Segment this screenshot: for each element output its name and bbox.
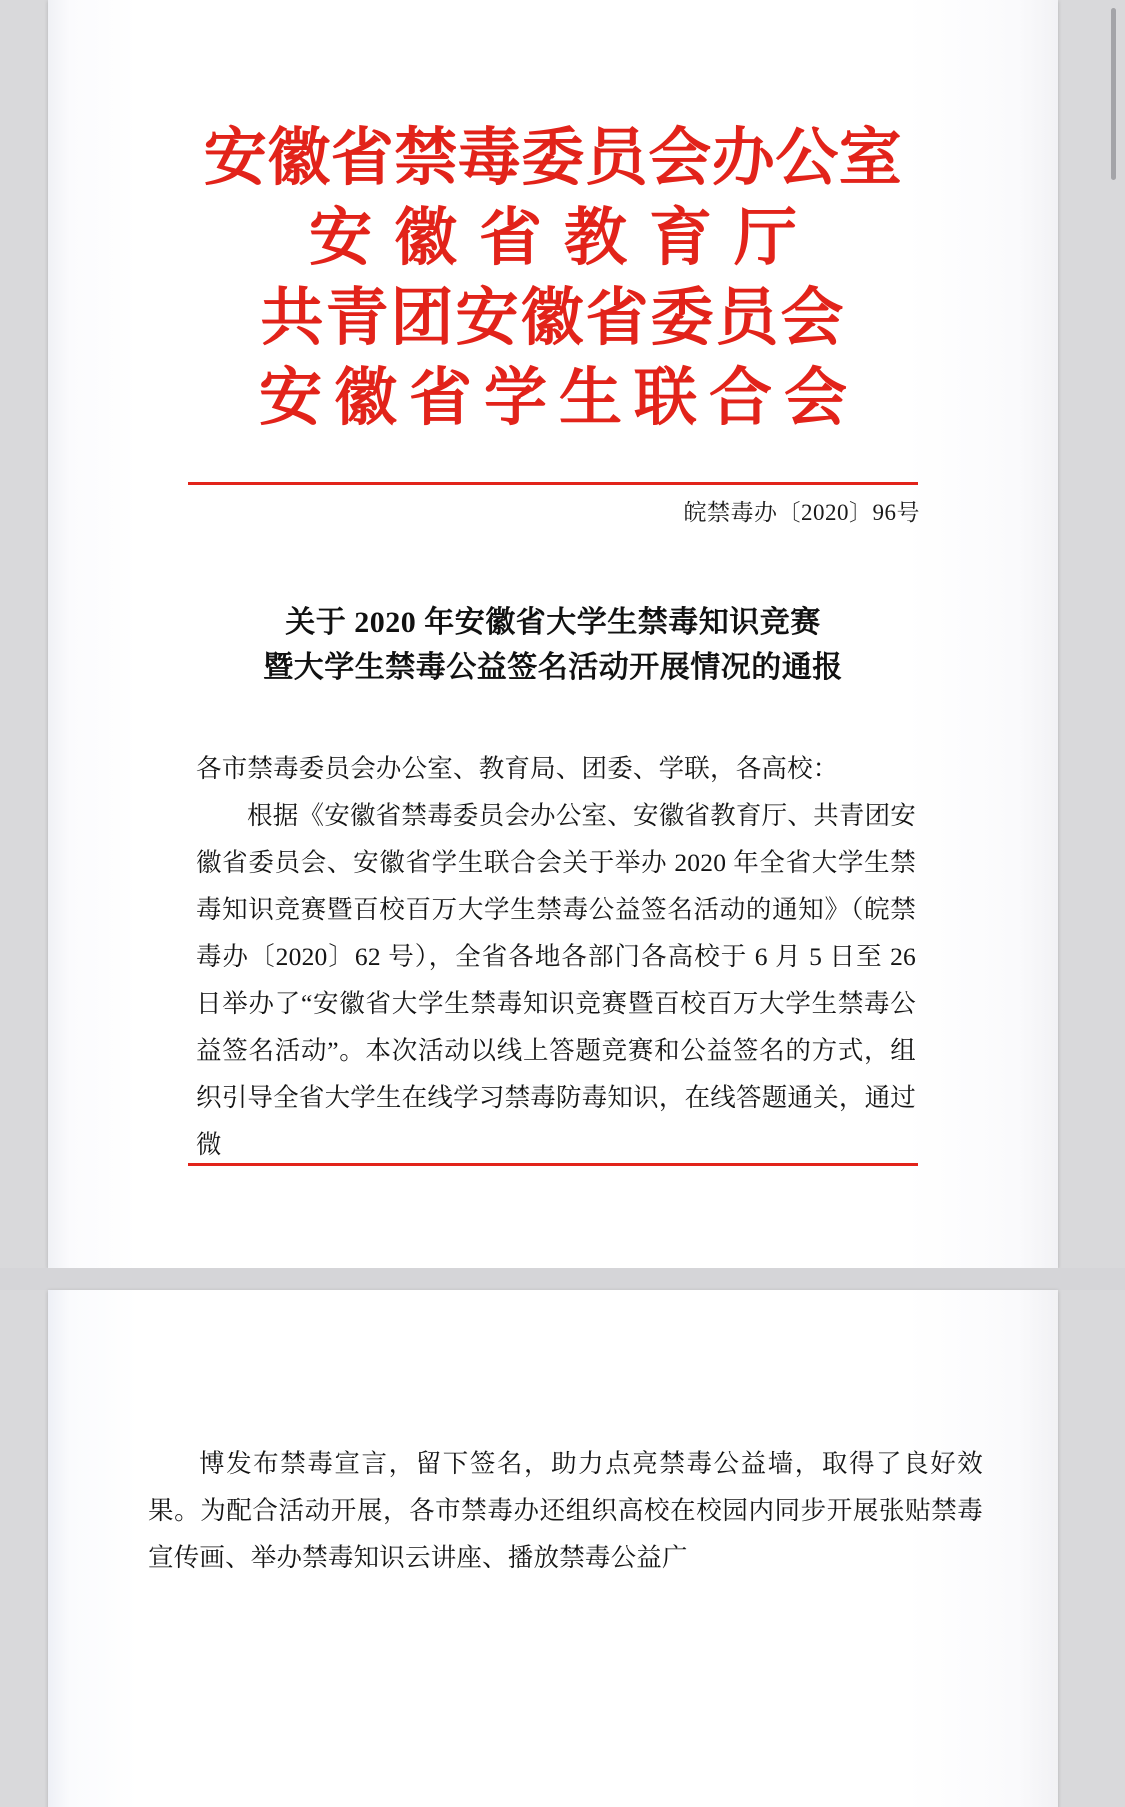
scrollbar-thumb[interactable] [1111,8,1116,180]
document-page-2-body [148,1440,983,1581]
document-body [196,745,916,1168]
footer-red-rule [188,1163,918,1166]
salutation: 各市禁毒委员会办公室、教育局、团委、学联，各高校： [196,754,839,783]
body-paragraph-1: 根据《安徽省禁毒委员会办公室、安徽省教育厅、共青团安徽省委员会、安徽省学生联合会关于举办 2020 年全省大学生禁毒知识竞赛暨百校百万大学生禁毒公益签名活动的通知》（皖禁毒办〔2020〕62 号），全省各地各部门各高校于 6 月 5 日至 26 日举办了“安徽省大学生禁毒知识竞赛暨百校百万大学生禁毒公益签名活动”。本次活动以线上答题竞赛和公益签名的方式，组织引导全省大学生在线学习禁毒防毒知识，在线答题通关，通过微 [196,801,916,1159]
document-title [198,600,908,690]
masthead-red-rule [188,482,918,485]
document-number: 皖禁毒办〔2020〕96号 [683,500,920,525]
page-gap [0,1268,1125,1290]
document-page-1 [48,0,1058,1268]
masthead-line-3: 共青团安徽省委员会 [260,283,846,353]
document-title-line-2: 暨大学生禁毒公益签名活动开展情况的通报 [263,651,843,684]
masthead-line-4: 安徽省学生联合会 [259,363,859,433]
masthead-line-1: 安徽省禁毒委员会办公室 [203,123,903,193]
masthead-line-2: 安徽省教育厅 [309,203,819,273]
vertical-scrollbar[interactable] [1115,0,1121,1807]
body-paragraph-2: 博发布禁毒宣言，留下签名，助力点亮禁毒公益墙，取得了良好效果。为配合活动开展，各市禁毒办还组织高校在校园内同步开展张贴禁毒宣传画、举办禁毒知识云讲座、播放禁毒公益广 [148,1449,983,1572]
masthead [160,118,946,438]
document-title-line-1: 关于 2020 年安徽省大学生禁毒知识竞赛 [285,606,821,639]
